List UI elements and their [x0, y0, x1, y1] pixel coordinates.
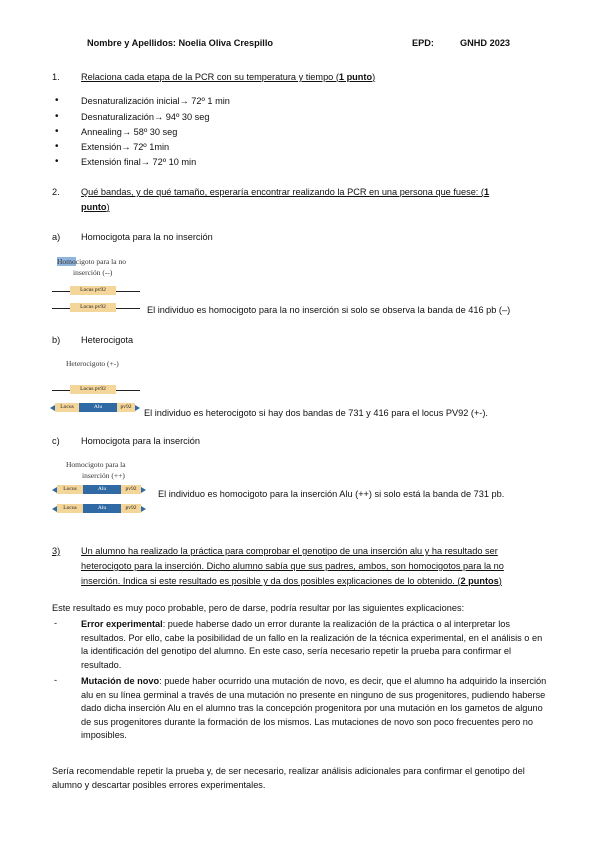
conclusion: Sería recomendable repetir la prueba y, de ser necesario, realizar análisis adicionales para confirmar el genotipo del alumno y descartar posibles errores experimentales.: [52, 766, 525, 790]
q2-title-line2: punto): [81, 202, 110, 212]
q3-line1: Un alumno ha realizado la práctica para comprobar el genotipo de una inserción alu y ha resultado ser: [81, 546, 498, 556]
q2-title-line1: Qué bandas, y de qué tamaño, esperaría encontrar realizando la PCR en una persona que fuese: (1: [81, 187, 490, 197]
locus-segment: Locus: [57, 504, 83, 513]
locus-band: Locus pv92: [70, 303, 116, 312]
locus-band: Locus pv92: [70, 385, 116, 394]
student-name: Nombre y Apellidos: Noelia Oliva Crespillo: [87, 38, 274, 48]
pv92-segment: pv92: [117, 403, 135, 412]
epd-label: EPD:: [412, 38, 434, 48]
alu-segment: Alu: [83, 504, 121, 513]
list-dash: -: [54, 675, 58, 685]
list-item: Desnaturalización inicial→ 72º 1 min: [81, 96, 230, 106]
answer-intro: Este resultado es muy poco probable, pero de darse, podría resultar por las siguientes explicaciones:: [52, 603, 465, 613]
list-item: Desnaturalización→ 94º 30 seg: [81, 112, 210, 122]
bullet-dot: •: [55, 126, 59, 137]
bullet-dot: •: [55, 111, 59, 122]
group-label: GNHD 2023: [460, 38, 511, 48]
right-arrow-icon: [141, 506, 146, 512]
option-c-letter: c): [52, 436, 60, 446]
figure-label-line2: inserción (++): [82, 471, 125, 480]
bullet-dot: •: [55, 156, 59, 167]
list-item-mutation: Mutación de novo: puede haber ocurrido una mutación de novo, es decir, que el alumno ha adquirido la inserción alu en su línea germinal a través de una mutación no presente en ninguno de sus progenitores, pudiendo haberse dado dicha inserción Alu en el alumno tras la concepción progenitora por una mutación en los gametos de alguno de sus progenitores durante la formación de los mismos. Las mutaciones de novo son poco frecuentes pero no imposibles.: [81, 676, 547, 741]
locus-band: Locus pv92: [70, 286, 116, 295]
pv92-segment: pv92: [121, 485, 141, 494]
q3-line3: inserción. Indica si este resultado es posible y da dos posibles explicaciones de lo obtenido. (2 puntos): [81, 576, 502, 586]
list-item: Extensión final→ 72º 10 min: [81, 157, 197, 167]
option-c-heading: Homocigota para la inserción: [81, 436, 200, 446]
locus-segment: Locus: [55, 403, 79, 412]
list-item-error: Error experimental: puede haberse dado un error durante la realización de la práctica o al interpretar los resultados. Por ello, cabe la posibilidad de un fallo en la realización de la técnica experimental, en el análisis o en la identificación del genotipo del alumno. En este caso, sería necesario repetir la prueba para confirmar el resultado.: [81, 619, 543, 670]
alu-segment: Alu: [83, 485, 121, 494]
bullet-dot: •: [55, 95, 59, 106]
right-arrow-icon: [135, 405, 140, 411]
option-c-answer: El individuo es homocigoto para la inserción Alu (++) si solo está la banda de 731 pb.: [158, 489, 505, 499]
pv92-segment: pv92: [121, 504, 141, 513]
q2-number: 2.: [52, 187, 60, 197]
q3-number: 3): [52, 546, 61, 556]
q1-number: 1.: [52, 72, 60, 82]
list-item: Extensión→ 72º 1min: [81, 142, 170, 152]
option-a-heading: Homocigota para la no inserción: [81, 232, 213, 242]
figure-label: Homocigoto para la no: [57, 257, 126, 266]
right-arrow-icon: [141, 487, 146, 493]
alu-segment: Alu: [79, 403, 117, 412]
locus-segment: Locus: [57, 485, 83, 494]
figure-label: Homocigoto para la: [66, 460, 126, 469]
bullet-dot: •: [55, 141, 59, 152]
q3-line2: heterocigoto para la inserción. Dicho alumno sabía que sus padres, ambos, son homocigotos para la no: [81, 561, 504, 571]
option-b-letter: b): [52, 335, 61, 345]
figure-label: Heterocigoto (+-): [66, 359, 119, 368]
q1-title: Relaciona cada etapa de la PCR con su temperatura y tiempo (1 punto): [81, 72, 376, 82]
option-a-answer: El individuo es homocigoto para la no inserción si solo se observa la banda de 416 pb (–): [147, 305, 511, 315]
list-item: Annealing→ 58º 30 seg: [81, 127, 178, 137]
option-b-answer: El individuo es heterocigoto si hay dos bandas de 731 y 416 para el locus PV92 (+-).: [144, 408, 488, 418]
option-b-heading: Heterocigota: [81, 335, 134, 345]
list-dash: -: [54, 618, 58, 628]
option-a-letter: a): [52, 232, 61, 242]
figure-label-line2: inserción (--): [73, 268, 113, 277]
